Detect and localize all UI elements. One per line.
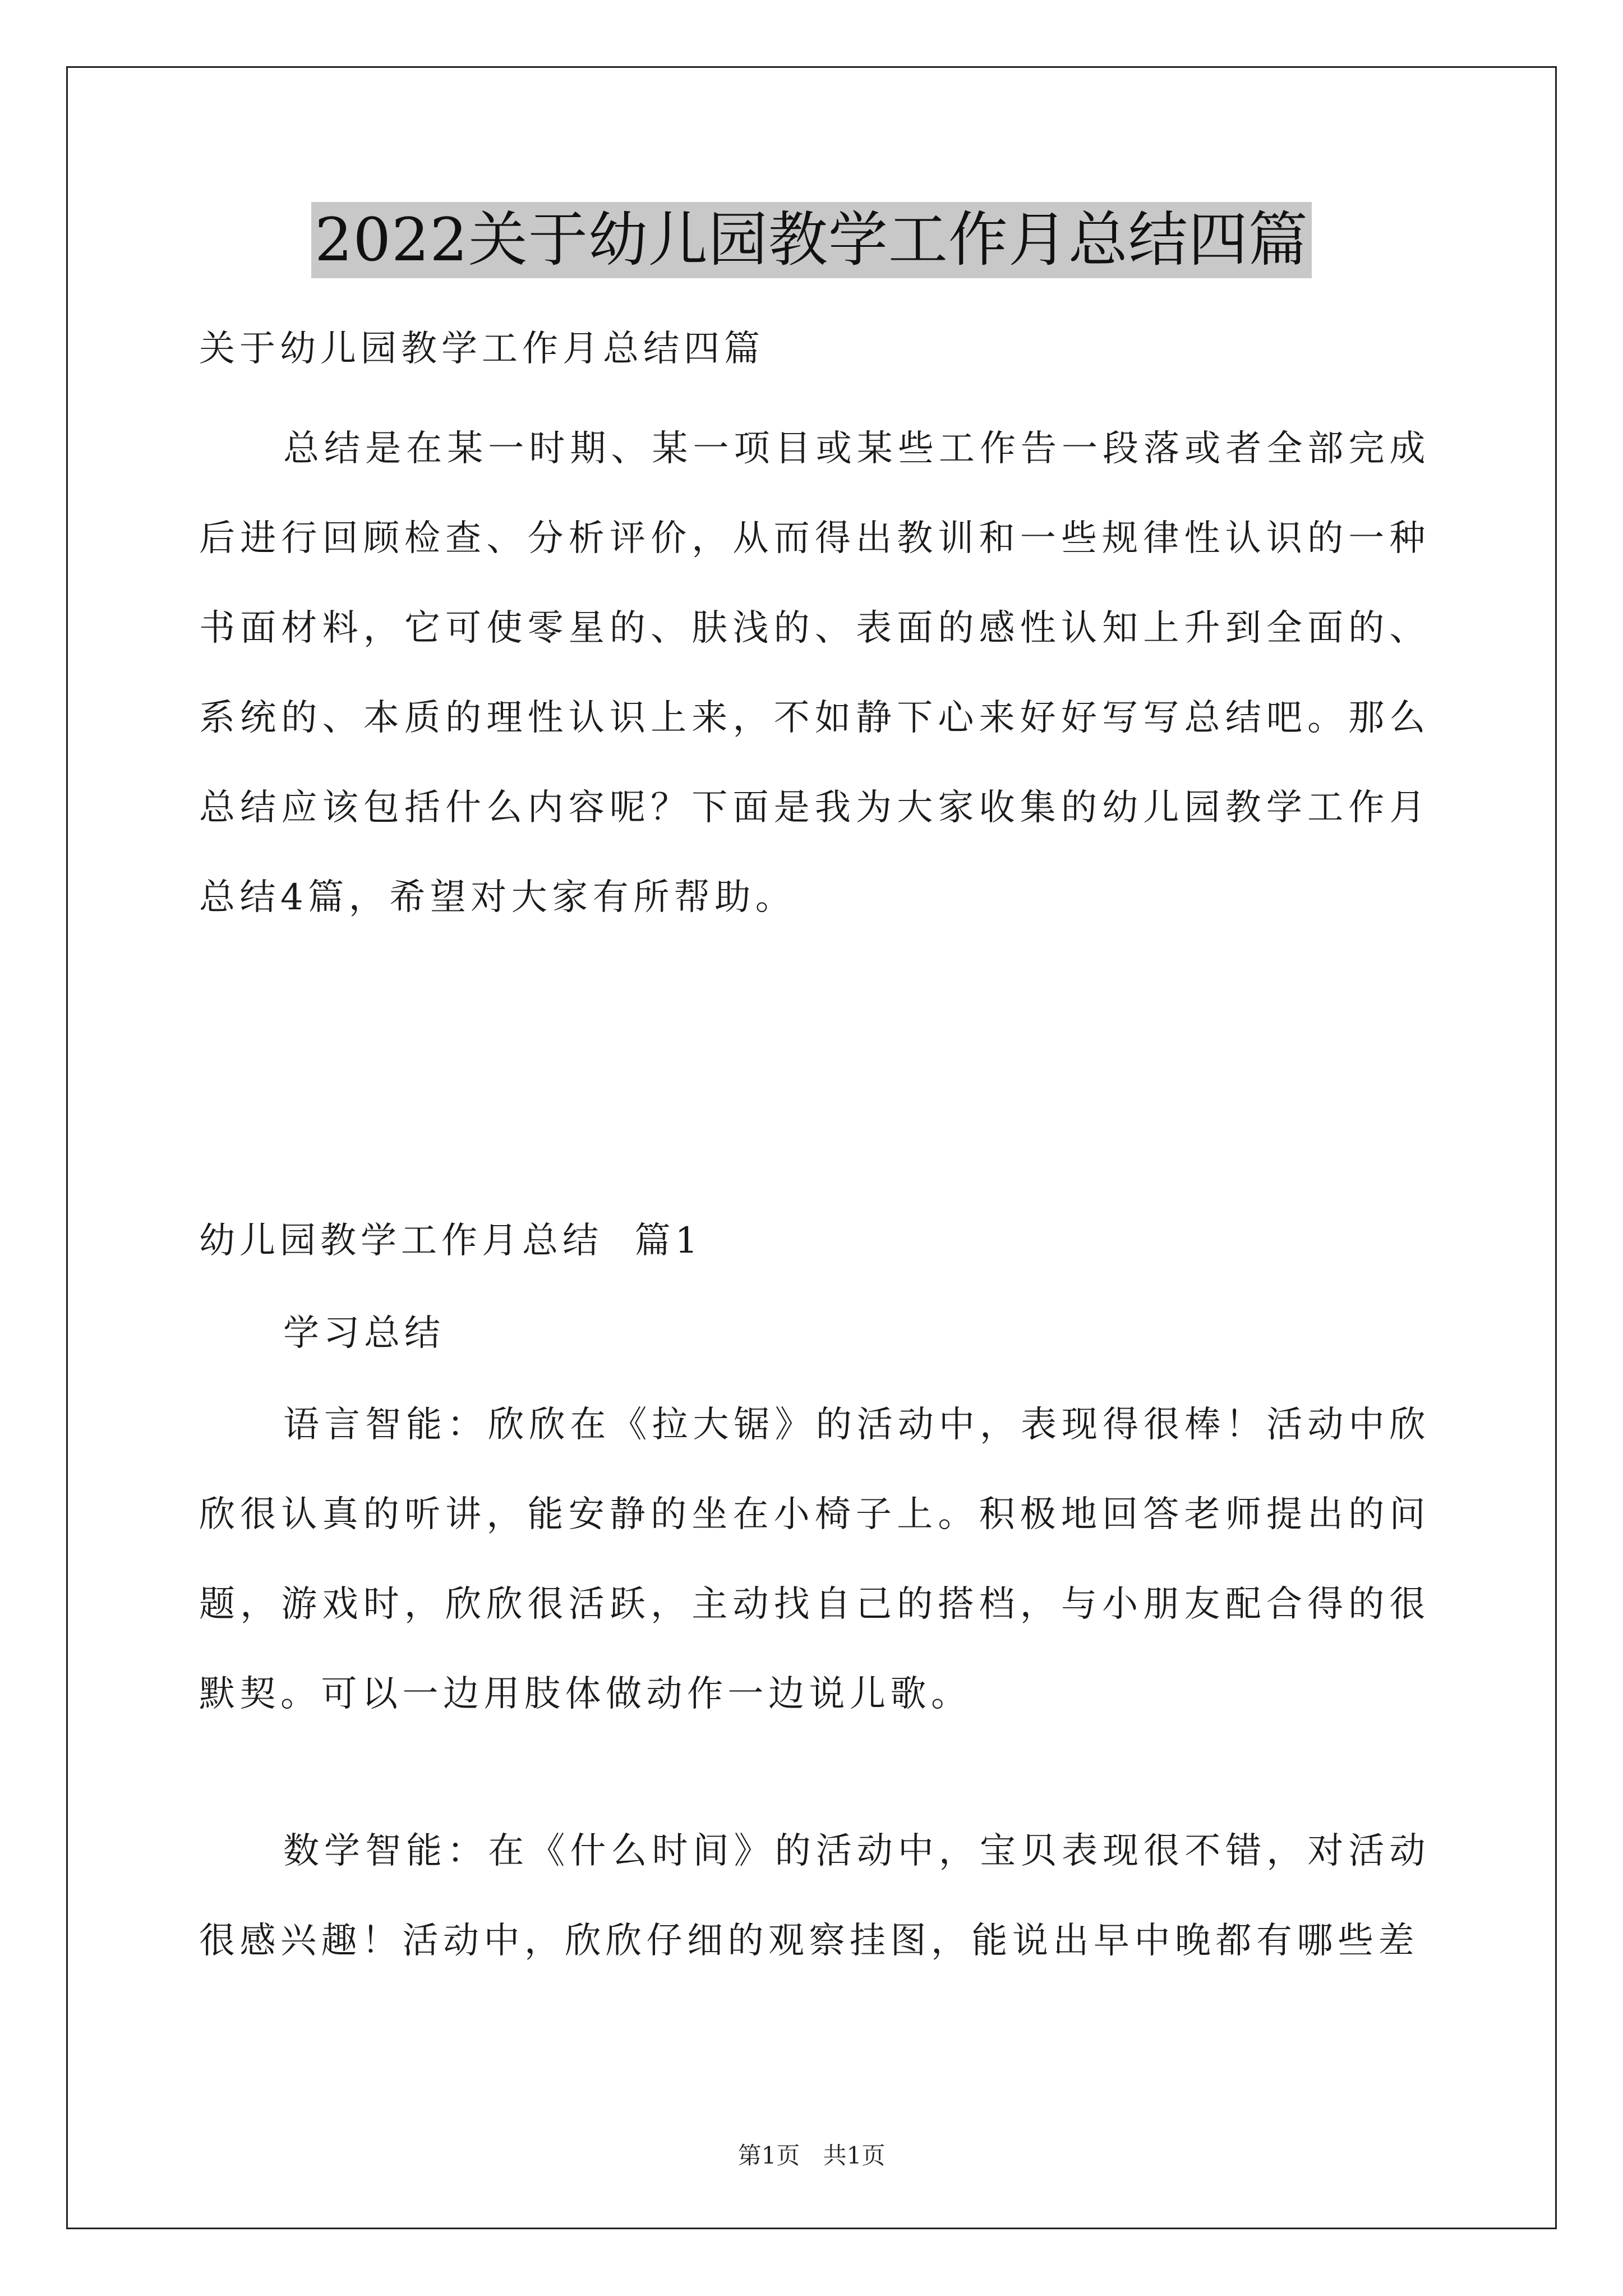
page-number: 第1页	[737, 2142, 800, 2169]
section-heading: 幼儿园教学工作月总结 篇1	[199, 1220, 703, 1262]
title-container	[0, 202, 1623, 278]
math-paragraph: 数学智能：在《什么时间》的活动中，宝贝表现很不错，对活动很感兴趣！活动中，欣欣仔细的观察挂图，能说出早中晚都有哪些差	[199, 1830, 1430, 1962]
page-total: 共1页	[823, 2142, 886, 2169]
page-footer	[0, 2137, 1623, 2171]
document-subtitle: 关于幼儿园教学工作月总结四篇	[199, 328, 764, 370]
document-title: 2022关于幼儿园教学工作月总结四篇	[311, 202, 1312, 278]
sub-heading: 学习总结	[283, 1313, 445, 1354]
language-paragraph: 语言智能：欣欣在《拉大锯》的活动中，表现得很棒！活动中欣欣很认真的听讲，能安静的坐在小椅子上。积极地回答老师提出的问题，游戏时，欣欣很活跃，主动找自己的搭档，与小朋友配合得的很默契。可以一边用肢体做动作一边说儿歌。	[199, 1404, 1430, 1715]
intro-paragraph: 总结是在某一时期、某一项目或某些工作告一段落或者全部完成后进行回顾检查、分析评价，从而得出教训和一些规律性认识的一种书面材料，它可使零星的、肤浅的、表面的感性认知上升到全面的、系统的、本质的理性认识上来，不如静下心来好好写写总结吧。那么总结应该包括什么内容呢？下面是我为大家收集的幼儿园教学工作月总结4篇，希望对大家有所帮助。	[199, 428, 1430, 918]
